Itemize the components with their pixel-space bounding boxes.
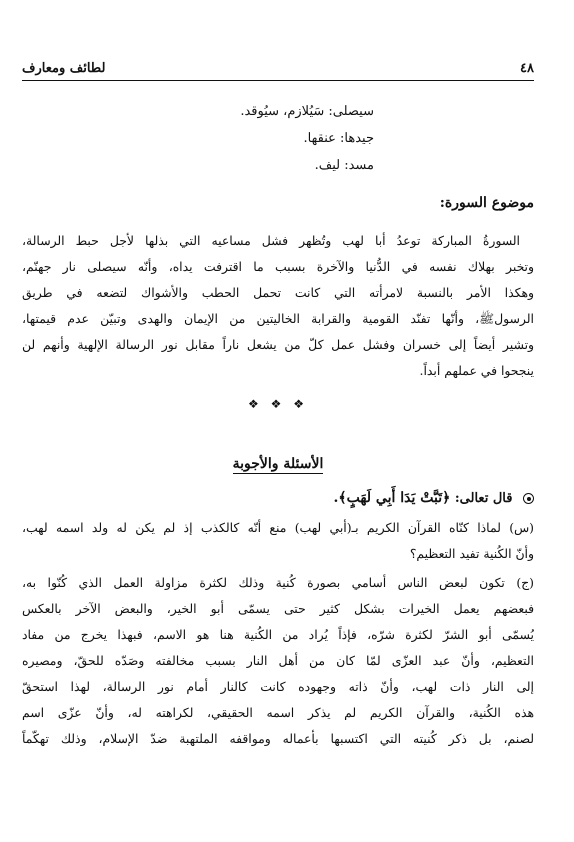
theme-heading: موضوع السورة: bbox=[439, 195, 534, 211]
book-page bbox=[22, 0, 534, 842]
paragraph-line: وتخبر بهلاك نفسه في الدُّنيا والآخرة بسبب ما اقترفت يداه، وأنّه سيصلى نار جهنّم، bbox=[22, 259, 534, 274]
vocabulary-list bbox=[134, 98, 374, 179]
theme-paragraph bbox=[22, 228, 534, 384]
vocabulary-entry: جيدها: عنقها. bbox=[303, 131, 374, 146]
answer-line: التعظيم، وأنّ عبد العزّى لمّا كان من أهل النار بسبب مخالفته وصَدّه للحقّ، ومصيره bbox=[22, 653, 534, 668]
question-line: (س) لماذا كنّاه القرآن الكريم بـ(أبي لهب) منع أنّه كالكذب إذ لم يكن له ولد اسمه لهب، bbox=[22, 520, 534, 535]
question-line: وأنّ الكُنية تفيد التعظيم؟ bbox=[409, 546, 534, 561]
verse-intro: قال تعالى: bbox=[454, 491, 513, 506]
bullet-icon bbox=[523, 493, 534, 504]
answer-line: (ج) تكون لبعض الناس أسامي بصورة كُنية وذلك لكثرة مزاولة العمل الذي كُنّوا به، bbox=[22, 575, 534, 590]
answer-paragraph bbox=[22, 570, 534, 752]
running-header bbox=[22, 58, 534, 78]
vocabulary-entry: سيصلى: سَيُلازم، سيُوقد. bbox=[240, 104, 374, 119]
qa-heading-text: الأسئلة والأجوبة bbox=[232, 456, 324, 472]
answer-line: لصنم، بل ذكر كُنيته التي اكتسبها بأعماله ومواقفه الملتهبة ضدّ الإسلام، وذلك تهكّماً bbox=[22, 731, 534, 746]
paragraph-line: ينجحوا في عملهم أبداً. bbox=[419, 363, 534, 378]
section-ornament: ❖ ❖ ❖ bbox=[248, 397, 308, 411]
question-paragraph bbox=[22, 515, 534, 567]
paragraph-line: السورةُ المباركة توعدُ أبا لهب وتُظهر فشل مساعيه التي بذلها لأجل حبط الرسالة، bbox=[22, 233, 520, 248]
vocabulary-entry: مسد: ليف. bbox=[314, 158, 374, 173]
answer-line: فبعضهم يعمل الخيرات بشكل كثير حتى يسمّى أبو الخير، والبعض الآخر بالعكس bbox=[22, 601, 534, 616]
verse-text: ﴿تَبَّتْ يَدَا أَبِي لَهَبٍ﴾. bbox=[333, 490, 451, 506]
page-number: ٤٨ bbox=[520, 60, 534, 76]
answer-line: يُسمّى أبو الشرّ لكثرة شرّه، فإذاً يُراد من الكُنية هنا هو الاسم، فبهذا يخرج من مفاد bbox=[22, 627, 534, 642]
paragraph-line: وتشير أيضاً إلى خسران وفشل عمل كلّ من يشعل ناراً مقابل نور الرسالة الإلهية وأنهم لن bbox=[22, 337, 534, 352]
verse-line bbox=[22, 485, 534, 511]
qa-heading bbox=[22, 452, 534, 476]
answer-line: هذه الكُنية، والقرآن الكريم لم يذكر اسمه الحقيقي، لكراهته له، وأنّ عزّى اسم bbox=[22, 705, 534, 720]
running-title: لطائف ومعارف bbox=[22, 60, 106, 76]
paragraph-line: وهكذا الأمر بالنسبة لامرأته التي كانت تحمل الحطب والأشواك لتضعه في طريق bbox=[22, 285, 534, 300]
header-rule bbox=[22, 80, 534, 81]
answer-line: إلى النار ذات لهب، وأنّ ذاته وجهوده كانت كالنار أمام نور الرسالة، لهذا استحقّ bbox=[22, 679, 534, 694]
paragraph-line: الرسولﷺ، وأنّها تفنّد القومية والقرابة الخاليتين من الإيمان والهدى وتبيّن عدم قيمتها، bbox=[22, 311, 534, 326]
